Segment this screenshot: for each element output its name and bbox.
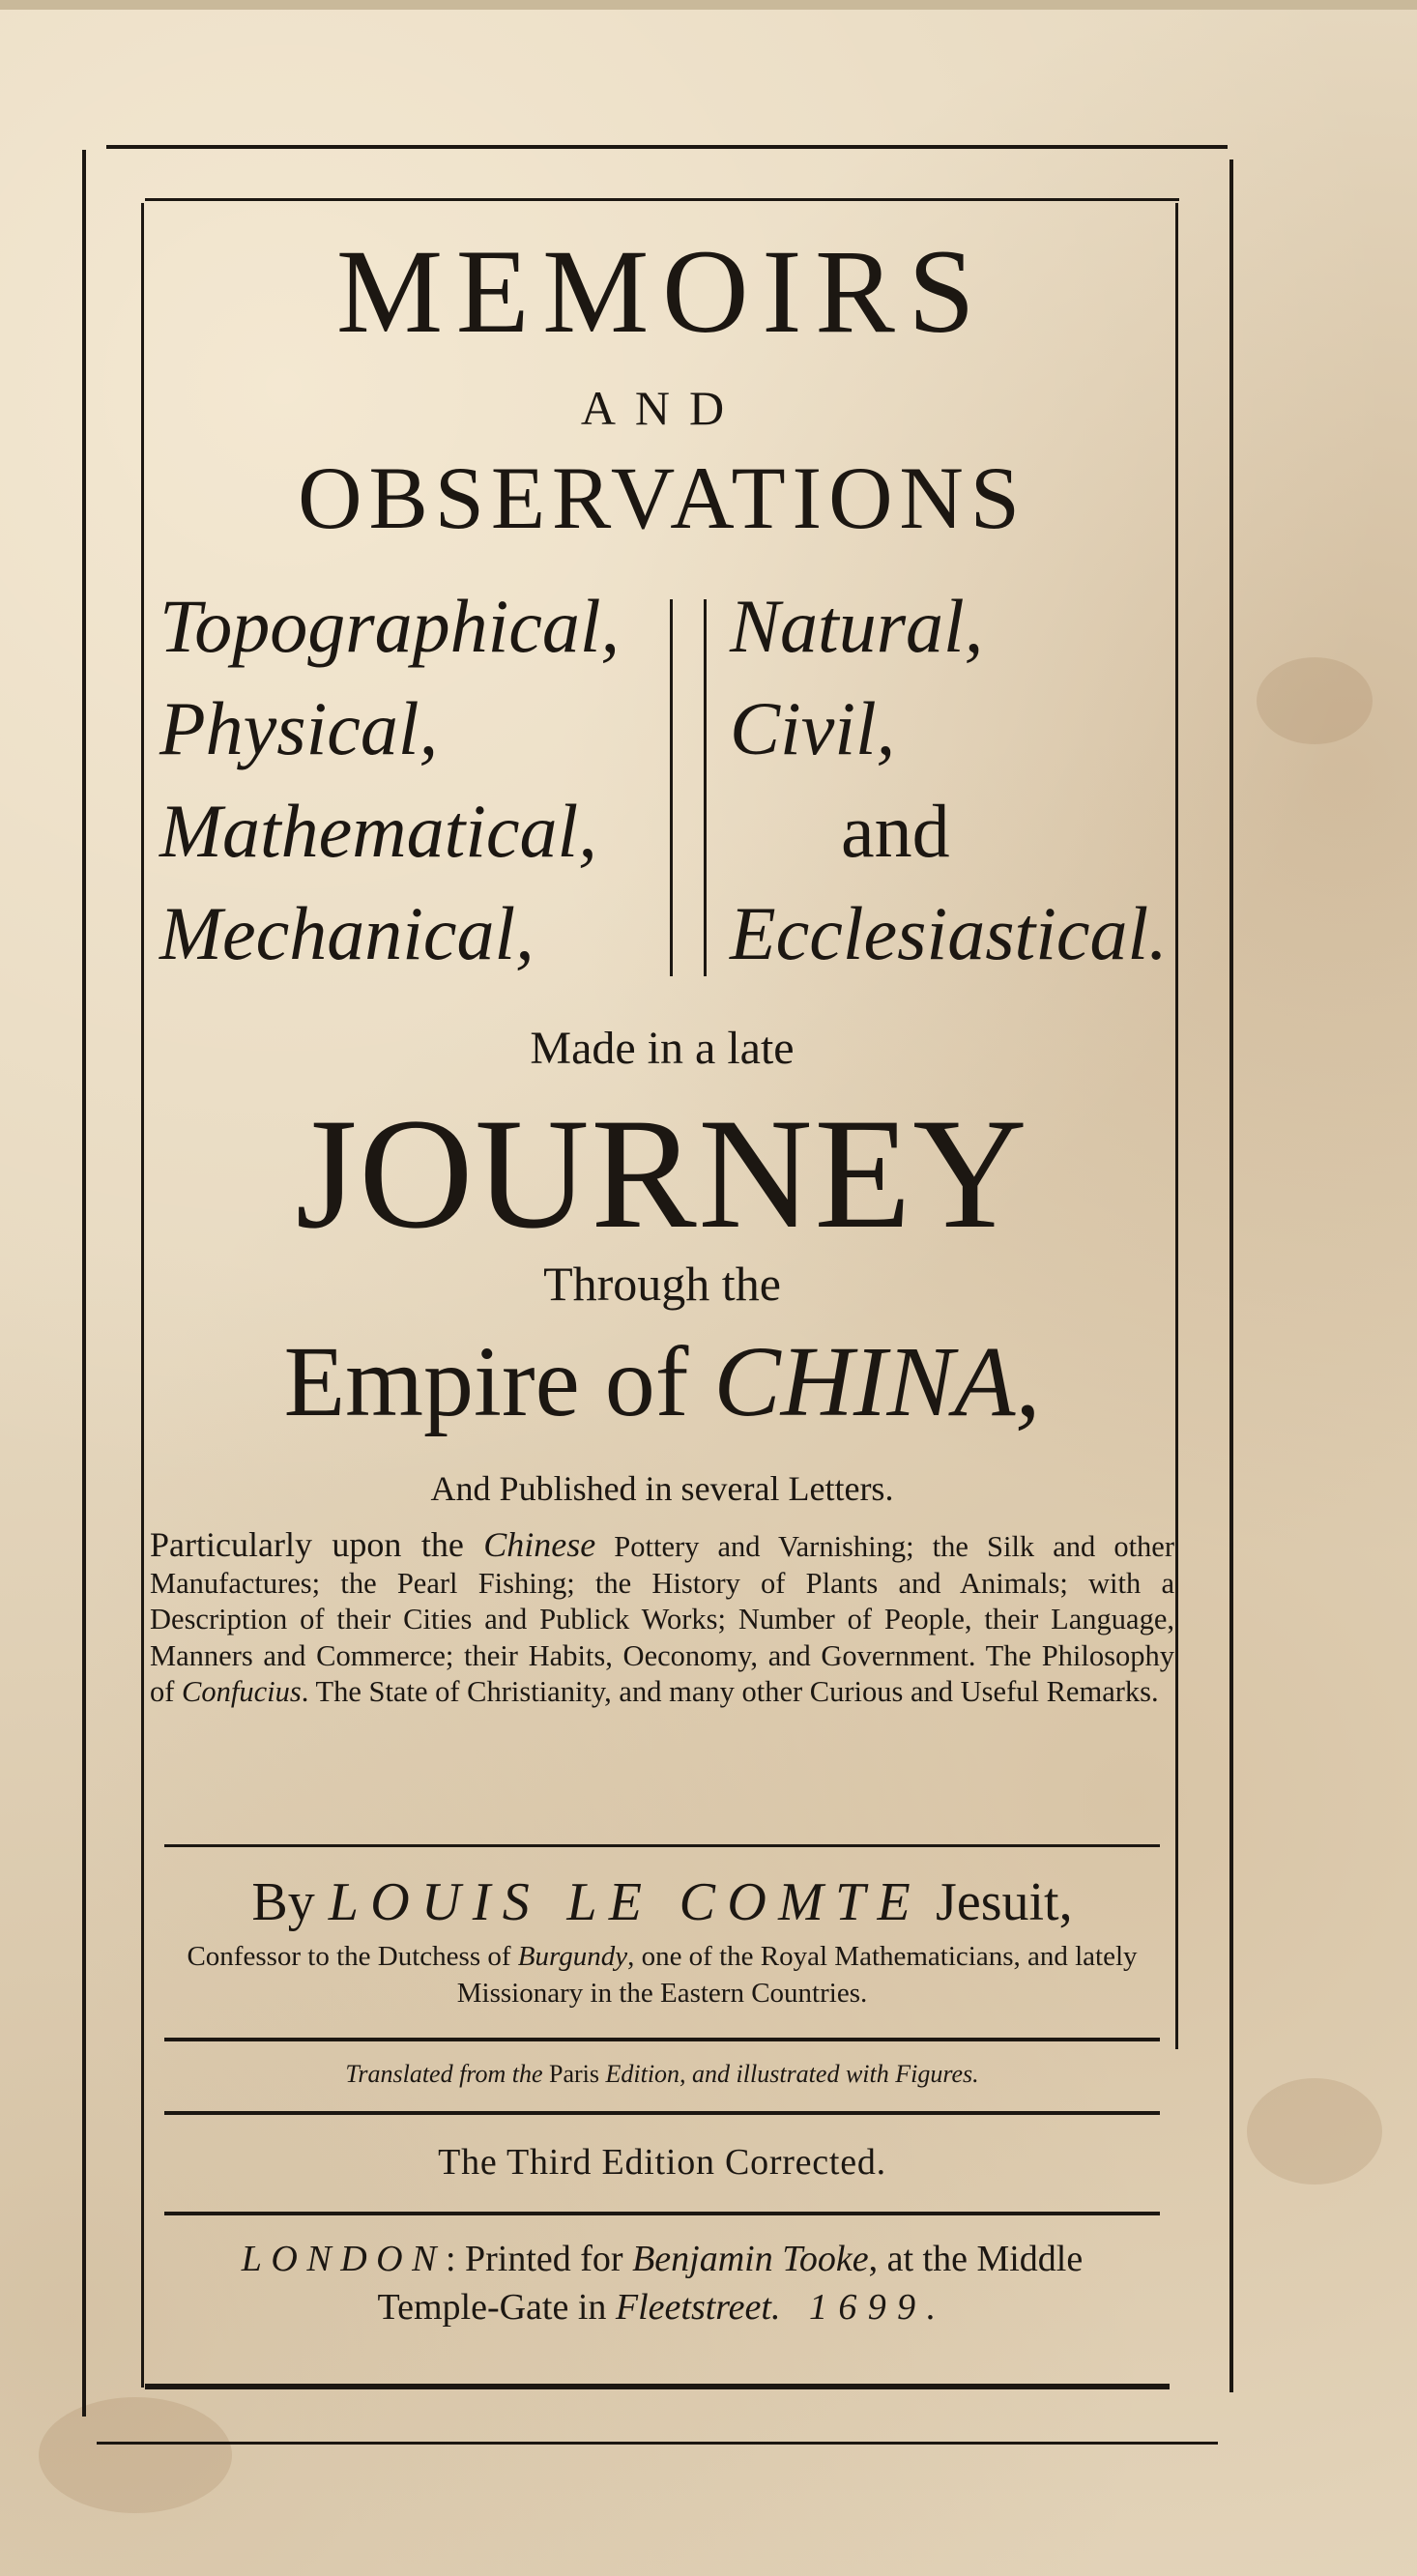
author-by: By: [251, 1872, 315, 1932]
description-paragraph: [150, 1527, 1174, 1711]
rule-above-author: [164, 1844, 1160, 1847]
author-line: [145, 1868, 1179, 1936]
translated-c: Edition, and illustrated with Figures.: [599, 2060, 979, 2088]
outer-border-top: [106, 145, 1228, 149]
inner-border-bottom: [145, 2384, 1170, 2389]
translated-line: [145, 2057, 1179, 2092]
author-description: [150, 1938, 1174, 2012]
imprint-line-2: [145, 2283, 1179, 2331]
scan-top-strip: [0, 0, 1417, 10]
right-bracket-line: [704, 599, 707, 976]
title-and: AND: [580, 381, 744, 435]
published-line: And Published in several Letters.: [430, 1469, 894, 1508]
description-chinese: Chinese: [483, 1525, 596, 1564]
through-the: Through the: [543, 1257, 781, 1311]
author-name: LOUIS LE COMTE: [328, 1872, 923, 1932]
description-confucius: Confucius: [182, 1675, 302, 1708]
description-rest: Pottery and Varnishing; the Silk and other Manufactures; the Pearl Fishing; the History of Plants and Animals; with a Description of their Cities and Publick Works; Number of People, their Language, Manners and Commerce; their Habits, Oeconomy, and Government. The Philosophy of: [150, 1530, 1174, 1708]
rule-above-edition: [164, 2111, 1160, 2115]
author-desc-b: , one of the Royal Mathematicians, and lately Missionary in the Eastern Countries.: [456, 1941, 1138, 2009]
imprint-year: 1699.: [808, 2287, 947, 2328]
paper-stain: [1247, 2078, 1382, 2185]
outer-border-right: [1229, 159, 1233, 2392]
topics-left-column: [159, 575, 662, 985]
imprint-temple: Temple-Gate in: [377, 2287, 616, 2328]
outer-border-left: [82, 150, 86, 2417]
topic-mathematical: Mathematical,: [159, 789, 597, 873]
topic-ecclesiastical: Ecclesiastical.: [730, 891, 1168, 975]
imprint-line-1: [145, 2235, 1179, 2283]
topic-mechanical: Mechanical,: [159, 891, 535, 975]
imprint-at: , at the Middle: [868, 2239, 1084, 2279]
inner-border-left: [141, 203, 144, 2388]
topic-and: and: [841, 789, 950, 873]
topics-right-column: [730, 575, 1194, 985]
topic-civil: Civil,: [730, 686, 896, 770]
translated-paris: Paris: [549, 2060, 599, 2088]
empire-of-text: Empire of: [283, 1326, 689, 1437]
imprint-london: LONDON: [241, 2239, 446, 2279]
inner-border-top: [145, 198, 1179, 201]
made-in-a-late: Made in a late: [530, 1023, 795, 1074]
imprint-street: Fleetstreet.: [615, 2287, 781, 2328]
author-desc-a: Confessor to the Dutchess of: [187, 1941, 518, 1972]
description-lead: Particularly upon the: [150, 1525, 484, 1564]
topic-natural: Natural,: [730, 584, 984, 668]
translated-a: Translated from the: [345, 2060, 549, 2088]
imprint-printed: : Printed for: [445, 2239, 633, 2279]
rule-above-imprint: [164, 2212, 1160, 2215]
title-memoirs: MEMOIRS: [335, 225, 989, 358]
china-text: CHINA,: [713, 1326, 1041, 1437]
paper-stain: [1257, 657, 1373, 744]
outer-border-bottom: [97, 2442, 1218, 2445]
rule-above-translated: [164, 2038, 1160, 2041]
title-observations: OBSERVATIONS: [298, 449, 1027, 547]
author-burgundy: Burgundy: [517, 1941, 628, 1972]
empire-of-china: [145, 1324, 1179, 1440]
imprint-printer: Benjamin Tooke: [632, 2239, 869, 2279]
description-end: . The State of Christianity, and many other Curious and Useful Remarks.: [301, 1675, 1159, 1708]
edition-line: The Third Edition Corrected.: [438, 2142, 886, 2183]
left-bracket-line: [670, 599, 673, 976]
paper-stain: [39, 2397, 232, 2513]
title-journey: JOURNEY: [295, 1086, 1029, 1261]
author-order: Jesuit,: [936, 1872, 1073, 1932]
topic-physical: Physical,: [159, 686, 439, 770]
topic-topographical: Topographical,: [159, 584, 621, 668]
